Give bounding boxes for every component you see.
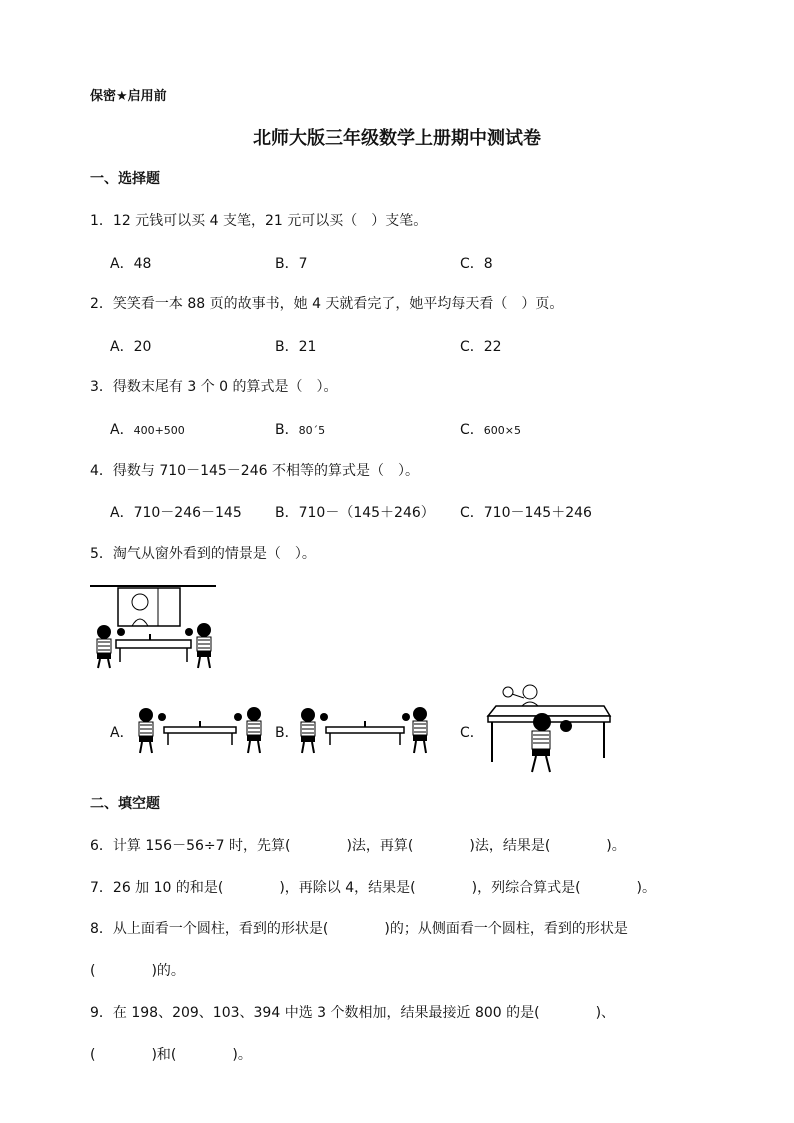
q4-option-c[interactable]: C．710－145＋246 bbox=[460, 505, 592, 521]
question-3: 3．得数末尾有 3 个 0 的算式是（ ）。 bbox=[90, 379, 338, 395]
q5-option-a-illustration[interactable] bbox=[132, 705, 267, 760]
q1-option-c[interactable]: C．8 bbox=[460, 256, 493, 272]
q3-option-b[interactable] bbox=[275, 419, 325, 439]
q5-option-b-illustration[interactable] bbox=[294, 705, 434, 760]
q5-option-a[interactable]: A． bbox=[110, 725, 134, 741]
q2-option-b[interactable]: B．21 bbox=[275, 339, 317, 355]
q3-option-b-label: B． bbox=[275, 422, 299, 438]
window-frame bbox=[118, 588, 180, 626]
question-7: 7．26 加 10 的和是( )，再除以 4，结果是( )，列综合算式是( )。 bbox=[90, 880, 657, 896]
watching-boy-figure bbox=[132, 594, 148, 626]
q2-option-c[interactable]: C．22 bbox=[460, 339, 502, 355]
question-9-line-1: 9．在 198、209、103、394 中选 3 个数相加，结果最接近 800 的是( )、 bbox=[90, 1005, 616, 1021]
q3-option-a[interactable] bbox=[110, 419, 185, 439]
question-8-line-1: 8．从上面看一个圆柱，看到的形状是( )的；从侧面看一个圆柱，看到的形状是 bbox=[90, 921, 628, 937]
q4-option-a[interactable]: A．710－246－145 bbox=[110, 505, 242, 521]
q3-option-a-expression: 400+500 bbox=[133, 424, 185, 437]
q5-option-b[interactable]: B． bbox=[275, 725, 299, 741]
q4-option-b[interactable]: B．710－（145＋246） bbox=[275, 505, 435, 521]
q5-scene-illustration bbox=[88, 582, 223, 672]
question-8-line-2: ( )的。 bbox=[90, 963, 185, 979]
page-title: 北师大版三年级数学上册期中测试卷 bbox=[253, 128, 541, 149]
question-2: 2．笑笑看一本 88 页的故事书，她 4 天就看完了，她平均每天看（ ）页。 bbox=[90, 296, 564, 312]
q5-option-c[interactable]: C． bbox=[460, 725, 484, 741]
q1-option-a[interactable]: A．48 bbox=[110, 256, 152, 272]
q3-option-c-label: C． bbox=[460, 422, 484, 438]
q1-option-b[interactable]: B．7 bbox=[275, 256, 308, 272]
q2-option-a[interactable]: A．20 bbox=[110, 339, 152, 355]
ping-pong-table bbox=[116, 634, 191, 662]
confidential-label: 保密★启用前 bbox=[90, 89, 167, 104]
q3-option-a-label: A． bbox=[110, 422, 134, 438]
question-5: 5．淘气从窗外看到的情景是（ ）。 bbox=[90, 546, 316, 562]
q5-option-c-illustration[interactable] bbox=[484, 682, 614, 774]
section-choice-heading: 一、选择题 bbox=[90, 171, 160, 187]
q3-option-c[interactable] bbox=[460, 419, 521, 439]
question-1: 1．12 元钱可以买 4 支笔，21 元可以买（ ）支笔。 bbox=[90, 213, 428, 229]
question-6: 6．计算 156－56÷7 时，先算( )法，再算( )法，结果是( )。 bbox=[90, 838, 626, 854]
question-9-line-2: ( )和( )。 bbox=[90, 1047, 252, 1063]
section-fill-heading: 二、填空题 bbox=[90, 796, 160, 812]
q3-option-c-expression: 600×5 bbox=[483, 424, 521, 437]
question-4: 4．得数与 710－145－246 不相等的算式是（ ）。 bbox=[90, 463, 419, 479]
q3-option-b-expression: 80´5 bbox=[298, 424, 326, 437]
